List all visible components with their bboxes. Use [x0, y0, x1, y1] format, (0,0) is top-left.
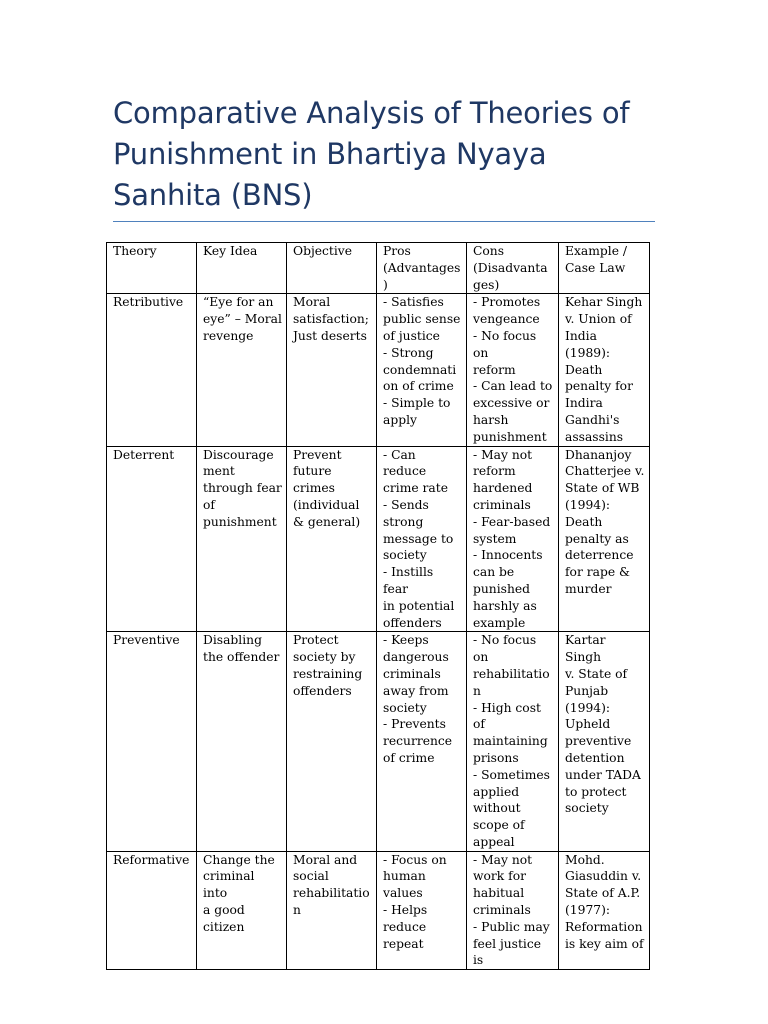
- table-cell: - May not reform hardened criminals - Fear-based system - Innocents can be punished harshly as example: [467, 446, 559, 632]
- table-row-retributive: [107, 294, 650, 446]
- table-cell: Kartar Singh v. State of Punjab (1994): Upheld preventive detention under TADA to protect society: [559, 632, 650, 851]
- header-cell-key-idea: Key Idea: [197, 243, 287, 294]
- header-cell-theory: Theory: [107, 243, 197, 294]
- table-cell: Mohd. Giasuddin v. State of A.P. (1977): Reformation is key aim of: [559, 851, 650, 970]
- table-cell: - Satisfies public sense of justice - Strong condemnati on of crime - Simple to apply: [377, 294, 467, 446]
- table-cell: - Keeps dangerous criminals away from society - Prevents recurrence of crime: [377, 632, 467, 851]
- table-cell: Dhananjoy Chatterjee v. State of WB (1994): Death penalty as deterrence for rape & murder: [559, 446, 650, 632]
- table-cell: Preventive: [107, 632, 197, 851]
- table-cell: - Promotes vengeance - No focus on reform - Can lead to excessive or harsh punishment: [467, 294, 559, 446]
- table-row-deterrent: [107, 446, 650, 632]
- table-row-preventive: [107, 632, 650, 851]
- header-cell-objective: Objective: [287, 243, 377, 294]
- header-cell-example: Example / Case Law: [559, 243, 650, 294]
- table-cell: - Focus on human values - Helps reduce repeat: [377, 851, 467, 970]
- table-header-row: [107, 243, 650, 294]
- theories-comparison-table: [106, 242, 650, 970]
- table-cell: - May not work for habitual criminals - Public may feel justice is: [467, 851, 559, 970]
- table-cell: Deterrent: [107, 446, 197, 632]
- table-row-reformative: [107, 851, 650, 970]
- header-cell-cons: Cons (Disadvanta ges): [467, 243, 559, 294]
- table-cell: Discourage ment through fear of punishment: [197, 446, 287, 632]
- header-cell-pros: Pros (Advantages ): [377, 243, 467, 294]
- table-cell: Protect society by restraining offenders: [287, 632, 377, 851]
- document-title: Comparative Analysis of Theories of Punishment in Bhartiya Nyaya Sanhita (BNS): [113, 96, 630, 212]
- table-cell: Change the criminal into a good citizen: [197, 851, 287, 970]
- table-cell: Kehar Singh v. Union of India (1989): Death penalty for Indira Gandhi's assassins: [559, 294, 650, 446]
- table-cell: Prevent future crimes (individual & general): [287, 446, 377, 632]
- title-underline: [113, 221, 655, 222]
- table-cell: Moral and social rehabilitatio n: [287, 851, 377, 970]
- table-cell: Retributive: [107, 294, 197, 446]
- table-cell: - Can reduce crime rate - Sends strong message to society - Instills fear in potential offenders: [377, 446, 467, 632]
- table-cell: Reformative: [107, 851, 197, 970]
- table-cell: “Eye for an eye” – Moral revenge: [197, 294, 287, 446]
- table-cell: - No focus on rehabilitatio n - High cost of maintaining prisons - Sometimes applied without scope of appeal: [467, 632, 559, 851]
- table-cell: Disabling the offender: [197, 632, 287, 851]
- table-cell: Moral satisfaction; Just deserts: [287, 294, 377, 446]
